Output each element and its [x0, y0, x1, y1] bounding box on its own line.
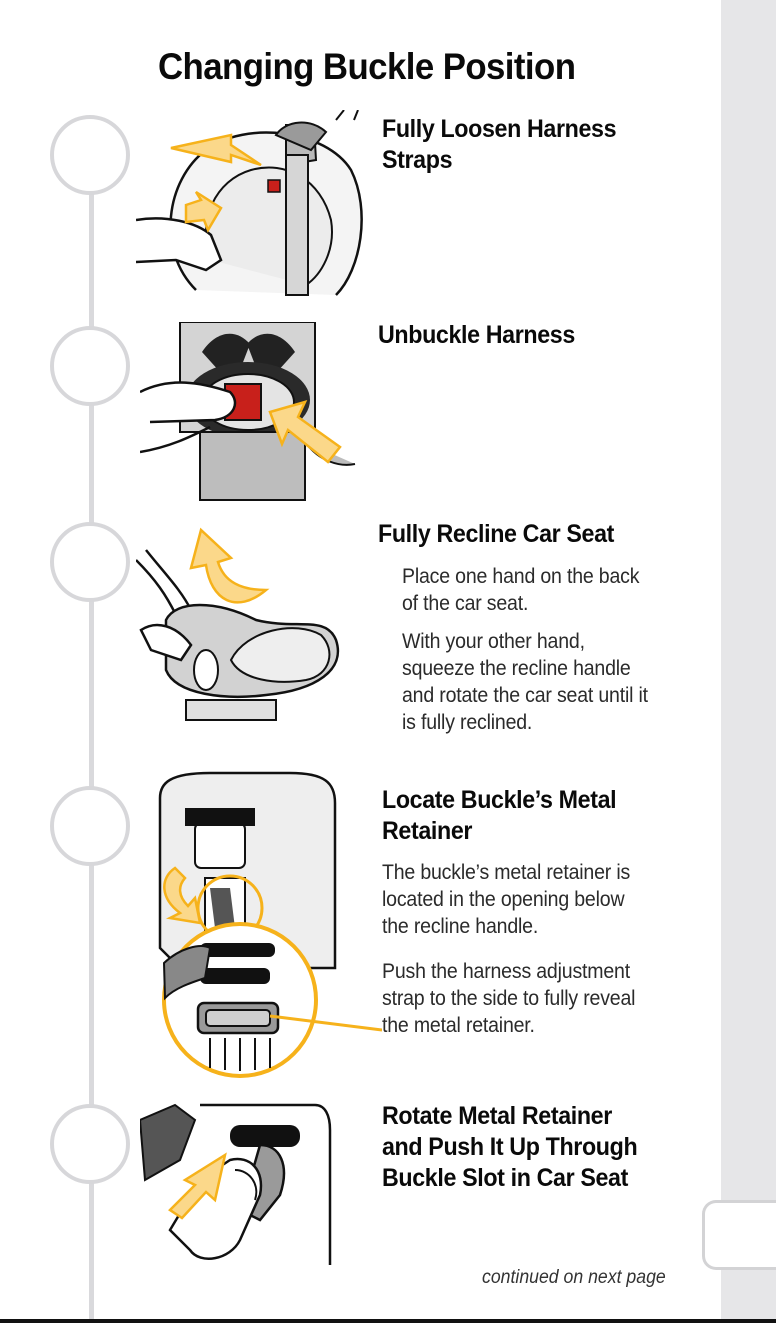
- step-2-circle: [50, 326, 130, 406]
- rotate-retainer-illustration: [140, 1100, 340, 1272]
- step-3-title: Fully Recline Car Seat: [378, 520, 615, 548]
- metal-retainer-illustration: [150, 768, 382, 1103]
- page-title: Changing Buckle Position: [158, 46, 576, 87]
- loosen-harness-illustration: [136, 110, 381, 298]
- step-4-paragraph-1: The buckle’s metal retainer is located in the opening below the recline handle.: [382, 861, 631, 938]
- step-1-circle: [50, 115, 130, 195]
- page-tab: [702, 1200, 776, 1270]
- recline-seat-illustration: [136, 520, 366, 724]
- step-5-title: Rotate Metal Retainer and Push It Up Through Buckle Slot in Car Seat: [382, 1102, 638, 1192]
- step-4-title: Locate Buckle’s Metal Retainer: [382, 786, 617, 845]
- step-2-title: Unbuckle Harness: [378, 321, 575, 349]
- step-5-circle: [50, 1104, 130, 1184]
- continued-note: continued on next page: [482, 1267, 666, 1288]
- unbuckle-harness-illustration: [140, 322, 358, 502]
- step-3-paragraph-2: With your other hand, squeeze the recline handle and rotate the car seat until it is fully reclined.: [402, 630, 648, 734]
- step-4-paragraph-2: Push the harness adjustment strap to the side to fully reveal the metal retainer.: [382, 960, 636, 1037]
- bottom-rule: [0, 1319, 776, 1323]
- step-1-title: Fully Loosen Harness Straps: [382, 115, 617, 174]
- page-edge-sidebar: [721, 0, 776, 1323]
- step-4-circle: [50, 786, 130, 866]
- step-3-circle: [50, 522, 130, 602]
- step-3-paragraph-1: Place one hand on the back of the car seat.: [402, 565, 640, 615]
